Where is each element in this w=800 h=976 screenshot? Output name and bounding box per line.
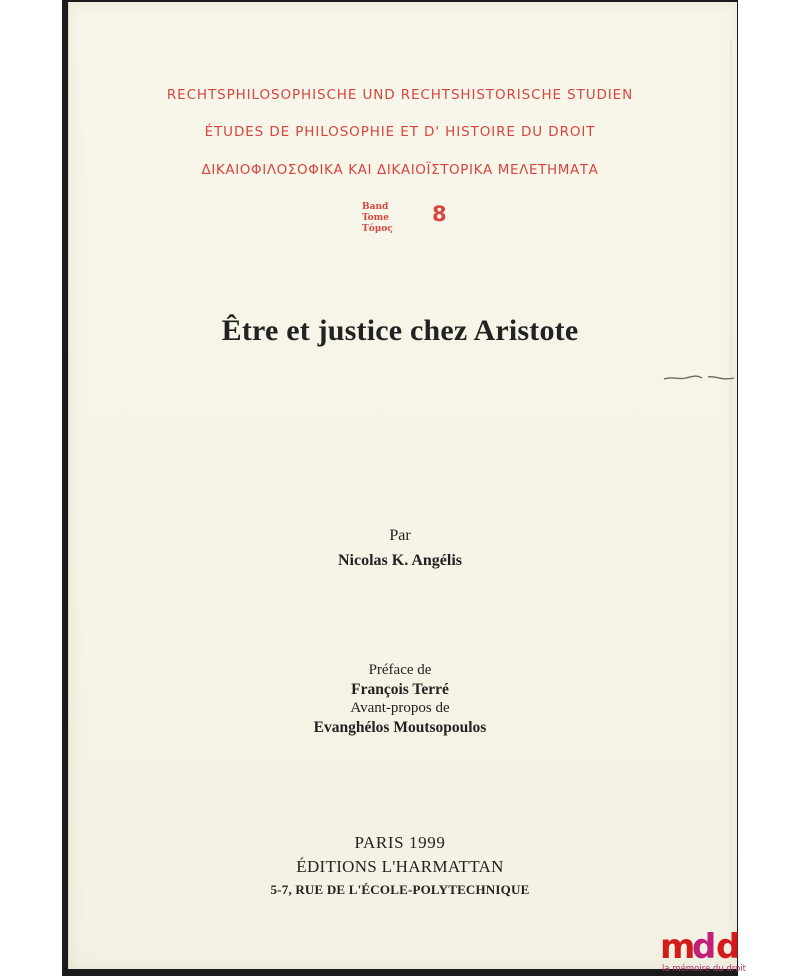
foreword-author: Evanghélos Moutsopoulos <box>313 719 487 736</box>
volume-label-greek: Τόμος <box>362 224 393 234</box>
publisher-address: 5-7, RUE DE L'ÉCOLE-POLYTECHNIQUE <box>270 882 530 897</box>
volume-number: 8 <box>432 202 447 226</box>
volume-label-french: Tome <box>362 213 389 223</box>
author-prefix: Par <box>389 527 411 544</box>
publisher-name: ÉDITIONS L'HARMATTAN <box>296 857 504 876</box>
publication-place-year: PARIS 1999 <box>354 833 446 852</box>
watermark-caption: la mémoire du droit <box>662 964 746 974</box>
svg-text:d: d <box>716 927 741 964</box>
series-title-german: RECHTSPHILOSOPHISCHE UND RECHTSHISTORISCHE STUDIEN <box>166 87 634 103</box>
book-title: Être et justice chez Aristote <box>221 314 579 347</box>
series-title-french: ÉTUDES DE PHILOSOPHIE ET D' HISTOIRE DU DROIT <box>204 124 596 140</box>
foreword-label: Avant-propos de <box>350 700 450 716</box>
pencil-mark <box>662 372 736 384</box>
series-title-greek: ΔΙΚΑΙΟΦΙΛΟΣΟΦΙΚΑ ΚΑΙ ΔΙΚΑΙΟΪΣΤΟΡΙΚΑ ΜΕΛΕΤΗΜΑΤΑ <box>201 162 599 178</box>
svg-text:m: m <box>660 927 696 964</box>
volume-labels <box>362 202 393 235</box>
author-name: Nicolas K. Angélis <box>337 552 462 569</box>
svg-text:d: d <box>692 927 717 964</box>
mdd-logo-icon <box>654 920 750 964</box>
preface-author: François Terré <box>351 681 449 698</box>
book-cover <box>68 2 737 969</box>
volume-label-german: Band <box>362 202 389 212</box>
mdd-watermark <box>654 920 750 976</box>
preface-label: Préface de <box>368 662 432 678</box>
